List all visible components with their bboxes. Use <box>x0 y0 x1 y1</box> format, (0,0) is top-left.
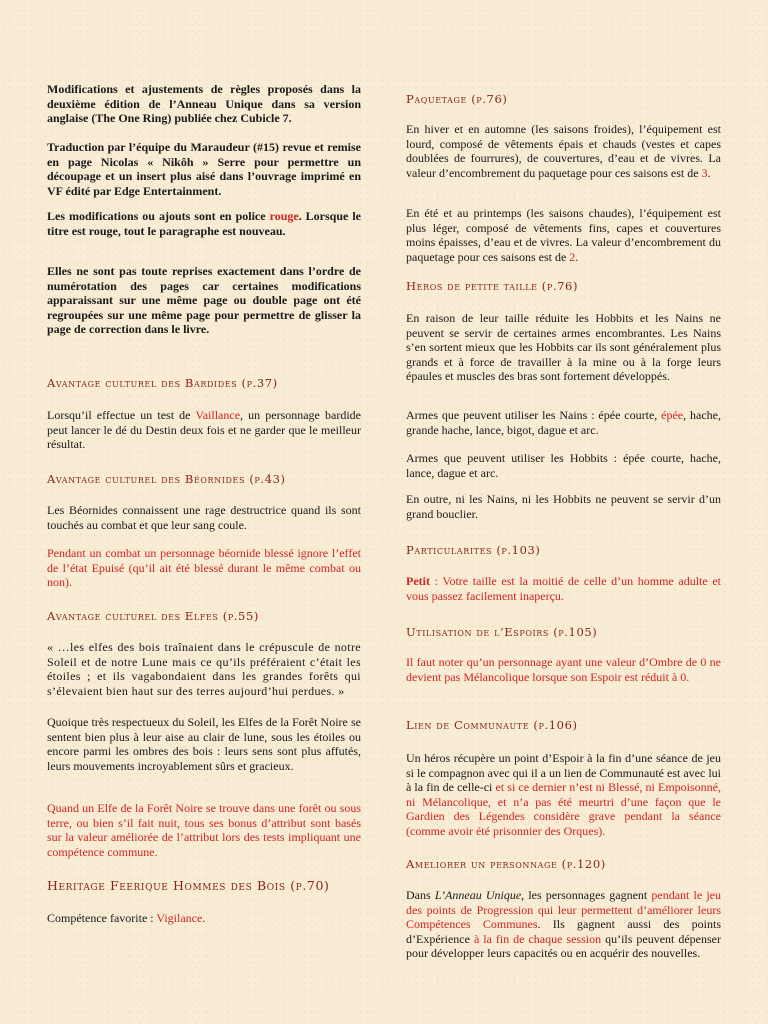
heritage-red-word: Vigilance <box>156 911 203 925</box>
paquetage-paragraph-1 <box>406 122 721 180</box>
heros-paragraph-1: En raison de leur taille réduite les Hobbits et les Nains ne peuvent se servir de certaines armes encombrantes. Les Nains s’en sortent mieux que les Hobbits car ils sont généralement plus grands et à force de travailler à la mine ou à la forge leurs épaules et muscles des bras sont fortement développés. <box>406 311 721 384</box>
paq2-text-a: En été et au printemps (les saisons chaudes), l’équipement est plus léger, composé de vêtements fins, capes et couvertures moins épaisses, d’eau et de vivres. La valeur d’encombrement du paquetage pour ces saisons est de <box>406 206 721 264</box>
intro-paragraph-4: Elles ne sont pas toute reprises exactement dans l’ordre de numérotation des pages car certaines modifications apparaissant sur une même page ou double page ont été regroupées sur une même page pour permettre de glisser la page de correction dans le livre. <box>47 264 361 337</box>
elfes-paragraph-1: Quoique très respectueux du Soleil, les Elfes de la Forêt Noire se sentent bien plus à leur aise au clair de lune, sous les étoiles ou encore parmi les ombres des bois : leurs sens sont plus affutés, leurs mouvements incroyablement sûrs et gracieux. <box>47 715 361 773</box>
heading-elfes: Avantage culturel des Elfes (p.55) <box>47 609 259 623</box>
elfes-quote: « …les elfes des bois traînaient dans le crépuscule de notre Soleil et de notre Lune mais ce qu’ils préféraient c’était les étoiles ; et ils vagabondaient dans les grandes forêts qui s’élevaient bien haut sur des terres aujourd’hui perdues. » <box>47 640 361 698</box>
lien-red-text: et si ce dernier n’est ni Blessé, ni Empoisonné, ni Mélancolique, et n’a pas été meurtri d’une façon que le Gardien des Légendes considère grave pendant la séance (comme avoir été prisonnier des Orques). <box>406 780 721 838</box>
heros-paragraph-3: Armes que peuvent utiliser les Hobbits : épée courte, hache, lance, dague et arc. <box>406 451 721 480</box>
lien-paragraph <box>406 751 721 839</box>
paq1-text-a: En hiver et en automne (les saisons froides), l’équipement est lourd, composé de vêtements épais et chauds (vestes et capes doublées de fourrures), de couvertures, d’eau et de vivres. La valeur d’encombrement du paquetage pour ces saisons est de <box>406 122 721 180</box>
amel-text-c: . Ils gagnent aussi des points d’Expérience <box>406 917 721 946</box>
paq1-red-value: 3 <box>701 165 708 180</box>
heading-bardides: Avantage culturel des Bardides (p.37) <box>47 376 278 390</box>
beornides-paragraph-1: Les Béornides connaissent une rage destructrice quand ils sont touchés au combat et que leur sang coule. <box>47 503 361 532</box>
heros2-text-b: , hache, grande hache, lance, bigot, dague et arc. <box>406 408 721 437</box>
heading-particularites: Particularites (p.103) <box>406 543 541 557</box>
heros-paragraph-4: En outre, ni les Nains, ni les Hobbits ne peuvent se servir d’un grand bouclier. <box>406 492 721 521</box>
amel-red-text-1: pendant le jeu des points de Progression qui leur permettent d’améliorer leurs Compétences Communes <box>406 888 721 932</box>
amel-text-b: , les personnages gagnent <box>521 888 652 902</box>
paq1-text-b: . <box>707 165 711 180</box>
heritage-paragraph <box>47 911 361 926</box>
heritage-text-b: . <box>202 911 206 925</box>
paquetage-paragraph-2 <box>406 206 721 264</box>
bardides-text-b: , un personnage bardide peut lancer le dé du Destin deux fois et ne garder que le meilleur résultat. <box>47 408 361 452</box>
paq2-text-b: . <box>575 249 579 264</box>
intro-paragraph-1: Modifications et ajustements de règles proposés dans la deuxième édition de l’Anneau Unique dans sa version anglaise (The One Ring) publiée chez Cubicle 7. <box>47 82 361 126</box>
heros-paragraph-2 <box>406 408 721 437</box>
amel-italic-title: L’Anneau Unique <box>434 888 522 902</box>
intro3-text-b: . Lorsque le titre est rouge, tout le paragraphe est nouveau. <box>47 209 361 238</box>
heading-beornides: Avantage culturel des Béornides (p.43) <box>47 472 286 486</box>
amel-text-a: Dans <box>406 888 435 902</box>
particularites-paragraph <box>406 574 721 603</box>
heading-heritage: Heritage Feerique Hommes des Bois (p.70) <box>47 878 330 893</box>
heading-utilisation: Utilisation de l’Espoirs (p.105) <box>406 625 598 639</box>
intro3-text-a: Les modifications ou ajouts sont en police <box>47 209 270 223</box>
intro-paragraph-2: Traduction par l’équipe du Maraudeur (#15) revue et remise en page Nicolas « Nikôh » Serre pour permettre un découpage et un insert plus aisé dans l’ouvrage imprimé en VF édité par Edge Entertainment. <box>47 140 361 198</box>
intro3-red-word: rouge <box>269 209 299 223</box>
bardides-text-a: Lorsqu’il effectue un test de <box>47 408 196 422</box>
amel-red-text-2: à la fin de chaque session <box>473 931 602 946</box>
paq2-red-value: 2 <box>569 249 576 264</box>
elfes-paragraph-2: Quand un Elfe de la Forêt Noire se trouve dans une forêt ou sous terre, ou bien s’il fait nuit, tous ses bonus d’attribut sont basés sur la valeur améliorée de l’attribut lors des tests impliquant une compétence commune. <box>47 801 361 859</box>
heros2-text-a: Armes que peuvent utiliser les Nains : épée courte, <box>406 408 662 422</box>
lien-text-a: Un héros récupère un point d’Espoir à la fin d’une séance de jeu si le compagnon avec qui il a un lien de Communauté est avec lui à la fin de celle-ci <box>406 751 721 795</box>
beornides-paragraph-2: Pendant un combat un personnage béornide blessé ignore l’effet de l’état Epuisé (qu’il ait été blessé durant le même combat ou non). <box>47 546 361 590</box>
particularites-text: : Votre taille est la moitié de celle d’un homme adulte et vous passez facilement inaperçu. <box>406 574 721 603</box>
intro-paragraph-3 <box>47 209 361 238</box>
amel-text-d: qu’ils peuvent dépenser pour développer leurs capacités ou en acquérir des nouvelles. <box>406 931 721 961</box>
ameliorer-paragraph <box>406 888 721 961</box>
utilisation-paragraph: Il faut noter qu’un personnage ayant une valeur d’Ombre de 0 ne devient pas Mélancolique lorsque son Espoir est réduit à 0. <box>406 655 721 684</box>
bardides-paragraph <box>47 408 361 452</box>
heading-paquetage: Paquetage (p.76) <box>406 92 508 106</box>
heading-ameliorer: Ameliorer un personnage (p.120) <box>406 857 606 871</box>
particularites-bold-term: Petit <box>406 574 430 588</box>
heading-lien: Lien de Communaute (p.106) <box>406 718 578 732</box>
heros2-red-word: épée <box>661 408 684 422</box>
heritage-text-a: Compétence favorite : <box>47 911 157 925</box>
heading-heros: Heros de petite taille (p.76) <box>406 279 579 293</box>
bardides-red-word: Vaillance <box>195 408 241 422</box>
